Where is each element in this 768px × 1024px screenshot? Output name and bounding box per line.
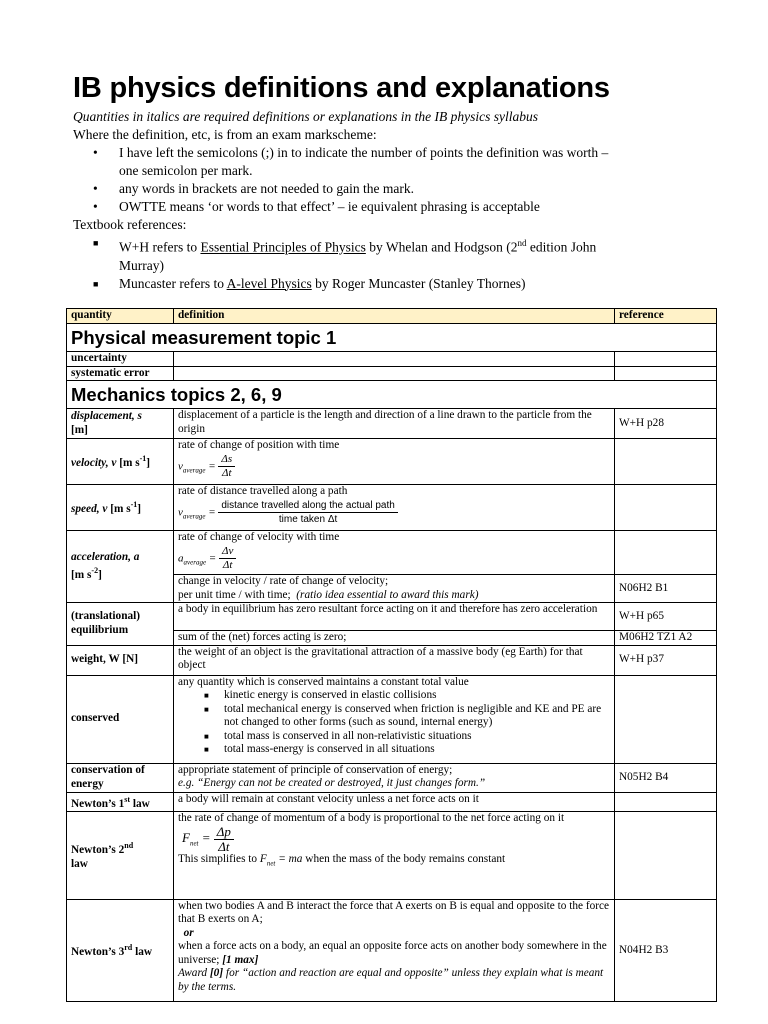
definition-cell: rate of change of velocity with time $a_{average}$ = $\frac{\Delta v}{\Delta t}$ bbox=[174, 531, 615, 575]
table-row bbox=[67, 645, 717, 675]
table-row bbox=[67, 675, 717, 763]
definition-cell: a body in equilibrium has zero resultant force acting on it and therefore has zero acceleration bbox=[174, 603, 615, 631]
square-bullet-icon: ■ bbox=[204, 731, 209, 741]
reference-cell: W+H p37 bbox=[615, 645, 717, 675]
textbook-heading: Textbook references: bbox=[73, 217, 187, 232]
definition-cell: the weight of an object is the gravitational attraction of a massive body (eg Earth) for that object bbox=[174, 645, 615, 675]
table-row bbox=[67, 409, 717, 439]
table-row bbox=[67, 899, 717, 1001]
quantity-cell: velocity, v [m $s^{-1}$] bbox=[67, 439, 174, 485]
section-row bbox=[67, 324, 717, 352]
velocity-equation: $v_{average}$ = $\frac{\Delta s}{\Delta t}$ bbox=[178, 453, 610, 481]
quantity-cell: uncertainty bbox=[67, 352, 174, 367]
reference-cell bbox=[615, 675, 717, 763]
quantity-cell: Newton’s 1st law bbox=[67, 792, 174, 811]
quantity-cell: Newton’s 2nd law bbox=[67, 811, 174, 899]
markscheme-list bbox=[73, 144, 713, 216]
definition-cell: appropriate statement of principle of conservation of energy; e.g. “Energy can not be created or destroyed, it just changes form.” bbox=[174, 763, 615, 792]
bullet-icon: • bbox=[93, 181, 98, 196]
italic-note: Quantities in italics are required definitions or explanations in the IB physics syllabus bbox=[73, 109, 538, 124]
quantity-cell: Newton’s 3rd law bbox=[67, 899, 174, 1001]
reference-cell bbox=[615, 811, 717, 899]
speed-equation: $v_{average}$ = $\frac{\text{distance travelled along the actual path}}{\text{time taken Δt}}$ bbox=[178, 499, 610, 527]
definition-cell: change in velocity / rate of change of velocity; per unit time / with time; (ratio idea essential to award this mark) bbox=[174, 575, 615, 603]
table-row bbox=[67, 352, 717, 367]
square-bullet-icon: ■ bbox=[204, 704, 209, 714]
bullet-icon: • bbox=[93, 145, 98, 160]
definition-cell: rate of distance travelled along a path $v_{average}$ = $\frac{\text{distance travelled along the actual path}}{\text{time taken Δt}}$ bbox=[174, 485, 615, 531]
definition-cell: rate of change of position with time $v_{average}$ = $\frac{\Delta s}{\Delta t}$ bbox=[174, 439, 615, 485]
square-bullet-icon: ■ bbox=[204, 691, 209, 700]
page-title: IB physics definitions and explanations bbox=[73, 72, 610, 104]
list-item: ■ kinetic energy is conserved in elastic collisions bbox=[204, 689, 437, 701]
reference-cell: M06H2 TZ1 A2 bbox=[615, 631, 717, 646]
quantity-cell: conservation of energy bbox=[67, 763, 174, 792]
definition-cell bbox=[174, 366, 615, 381]
header-definition: definition bbox=[174, 309, 615, 324]
quantity-cell: (translational) equilibrium bbox=[67, 603, 174, 646]
reference-cell bbox=[615, 366, 717, 381]
textbook-list bbox=[73, 234, 713, 293]
quantity-cell: displacement, s [m] bbox=[67, 409, 174, 439]
definitions-table bbox=[66, 308, 717, 1002]
header-quantity: quantity bbox=[67, 309, 174, 324]
table-row bbox=[67, 485, 717, 531]
square-bullet-icon: ■ bbox=[204, 745, 209, 754]
reference-cell bbox=[615, 792, 717, 811]
list-item: ■ total mechanical energy is conserved when friction is negligible and KE and PE are not changed to other forms (such as sound, internal energy) bbox=[204, 702, 602, 728]
quantity-cell: speed, v [m $s^{-1}$] bbox=[67, 485, 174, 531]
bullet-icon: • bbox=[93, 199, 98, 214]
reference-cell bbox=[615, 439, 717, 485]
reference-cell bbox=[615, 531, 717, 575]
table-header-row bbox=[67, 309, 717, 324]
square-bullet-icon: ■ bbox=[93, 278, 99, 289]
list-item: ■ total mass is conserved in all non-relativistic situations bbox=[204, 729, 472, 742]
list-item: • any words in brackets are not needed to gain the mark. bbox=[93, 181, 415, 196]
quantity-cell: systematic error bbox=[67, 366, 174, 381]
table-row bbox=[67, 531, 717, 575]
list-item: ■ total mass-energy is conserved in all situations bbox=[204, 743, 435, 755]
reference-cell: W+H p65 bbox=[615, 603, 717, 631]
book-title: A-level Physics bbox=[226, 275, 312, 291]
reference-cell: W+H p28 bbox=[615, 409, 717, 439]
square-bullet-icon: ■ bbox=[93, 238, 99, 248]
acceleration-equation: $a_{average}$ = $\frac{\Delta v}{\Delta t}$ bbox=[178, 545, 610, 573]
definition-cell: when two bodies A and B interact the force that A exerts on B is equal and opposite to the force that B exerts on A; or when a force acts on a body, an equal an opposite force acts on another body somewhere in the universe; [1 max] Award [0] for “action and reaction are equal and opposite” unless they explain what is meant by the terms. bbox=[174, 899, 615, 1001]
definition-cell: any quantity which is conserved maintains a constant total value ■ kinetic energy is conserved in elastic collisions ■ total mechanical energy is conserved when friction is negligible and KE and PE are not changed to other forms (such as sound, internal energy) ■ total mass is conserved in all non-relativistic situations ■ total mass-energy is conserved in all situations bbox=[174, 675, 615, 763]
table-row bbox=[67, 811, 717, 899]
newton2-equation: $F_{net}$ = $\frac{\Delta p}{\Delta t}$ bbox=[178, 825, 610, 853]
reference-cell bbox=[615, 485, 717, 531]
section-heading: Physical measurement topic 1 bbox=[67, 324, 717, 352]
reference-cell: N06H2 B1 bbox=[615, 575, 717, 603]
header-reference: reference bbox=[615, 309, 717, 324]
definition-cell: the rate of change of momentum of a body is proportional to the net force acting on it $F_{net}$ = $\frac{\Delta p}{\Delta t}$ This simplifies to $F_{net}$ = ma when the mass of the body remains constant bbox=[174, 811, 615, 899]
table-row bbox=[67, 763, 717, 792]
table-row bbox=[67, 603, 717, 631]
book-title: Essential Principles of Physics bbox=[200, 239, 366, 255]
definition-cell: a body will remain at constant velocity unless a net force acts on it bbox=[174, 792, 615, 811]
reference-cell: N04H2 B3 bbox=[615, 899, 717, 1001]
section-row bbox=[67, 381, 717, 409]
table-row bbox=[67, 366, 717, 381]
list-item: ■ W+H refers to Essential Principles of Physics by Whelan and Hodgson (2nd edition John Murray) bbox=[73, 234, 713, 275]
list-item: • OWTTE means ‘or words to that effect’ – ie equivalent phrasing is acceptable bbox=[93, 199, 540, 214]
reference-cell bbox=[615, 352, 717, 367]
conserved-list bbox=[178, 689, 610, 757]
quantity-cell: conserved bbox=[67, 675, 174, 763]
section-heading: Mechanics topics 2, 6, 9 bbox=[67, 381, 717, 409]
definition-cell bbox=[174, 352, 615, 367]
definition-cell: displacement of a particle is the length and direction of a line drawn to the particle from the origin bbox=[174, 409, 615, 439]
table-row bbox=[67, 439, 717, 485]
quantity-cell: weight, W [N] bbox=[67, 645, 174, 675]
reference-cell: N05H2 B4 bbox=[615, 763, 717, 792]
table-row bbox=[67, 792, 717, 811]
quantity-cell: acceleration, a [m $s^{-2}$] bbox=[67, 531, 174, 603]
list-item: • I have left the semicolons (;) in to indicate the number of points the definition was worth – one semicolon per mark. bbox=[93, 145, 609, 178]
list-item: ■ Muncaster refers to A-level Physics by Roger Muncaster (Stanley Thornes) bbox=[93, 275, 526, 291]
markscheme-heading: Where the definition, etc, is from an exam markscheme: bbox=[73, 127, 377, 142]
intro-section bbox=[73, 108, 713, 293]
definition-cell: sum of the (net) forces acting is zero; bbox=[174, 631, 615, 646]
